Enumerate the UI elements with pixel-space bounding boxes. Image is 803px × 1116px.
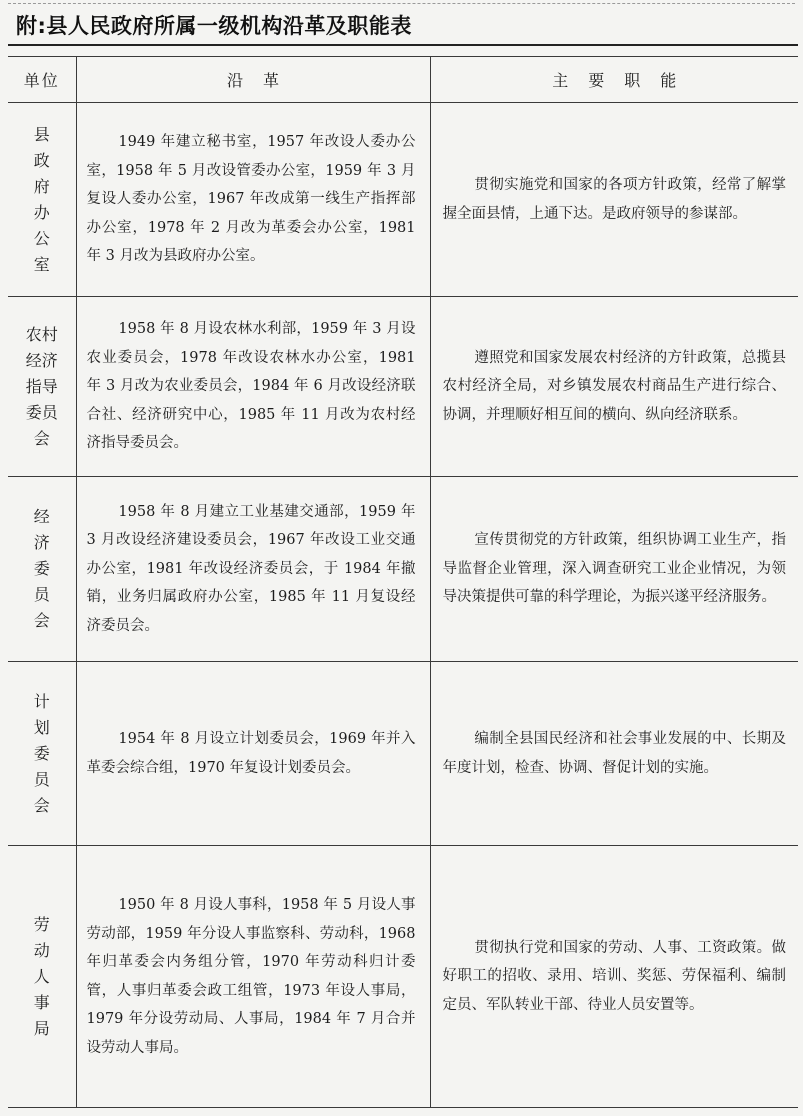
top-divider xyxy=(8,3,795,4)
unit-name: 县政府办公室 xyxy=(33,124,50,274)
table-row xyxy=(8,297,798,477)
table-row xyxy=(8,103,798,297)
unit-cell xyxy=(8,477,76,662)
functions-cell: 贯彻实施党和国家的各项方针政策，经常了解掌握全面县情，上通下达。是政府领导的参谋部。 xyxy=(430,103,798,297)
unit-cell xyxy=(8,846,76,1108)
title-divider xyxy=(8,44,798,46)
history-cell: 1958 年 8 月设农林水利部，1959 年 3 月设农业委员会，1978 年改设农林水办公室，1981 年 3 月改为农业委员会，1984 年 6 月改设经济联合社、经济研究中心，1985 年 11 月改为农村经济指导委员会。 xyxy=(76,297,430,477)
history-cell: 1958 年 8 月建立工业基建交通部，1959 年 3 月改设经济建设委员会，1967 年改设工业交通办公室，1981 年改设经济委员会，于 1984 年撤销，业务归属政府办公室，1985 年 11 月复设经济委员会。 xyxy=(76,477,430,662)
history-cell: 1950 年 8 月设人事科，1958 年 5 月设人事劳动部，1959 年分设人事监察科、劳动科，1968 年归革委会内务组分管，1970 年劳动科归计委管，人事归革委会政工组管，1973 年设人事局，1979 年分设劳动局、人事局，1984 年 7 月合并设劳动人事局。 xyxy=(76,846,430,1108)
history-cell: 1949 年建立秘书室，1957 年改设人委办公室，1958 年 5 月改设管委办公室，1959 年 3 月复设人委办公室，1967 年改成第一线生产指挥部办公室，1978 年 2 月改为革委会办公室，1981 年 3 月改为县政府办公室。 xyxy=(76,103,430,297)
history-cell: 1954 年 8 月设立计划委员会，1969 年并入革委会综合组，1970 年复设计划委员会。 xyxy=(76,662,430,846)
header-functions: 主要职能 xyxy=(430,57,798,103)
institution-table xyxy=(8,56,798,1108)
header-history: 沿革 xyxy=(76,57,430,103)
unit-cell xyxy=(8,662,76,846)
functions-cell: 遵照党和国家发展农村经济的方针政策，总揽县农村经济全局，对乡镇发展农村商品生产进行综合、协调，并理顺好相互间的横向、纵向经济联系。 xyxy=(430,297,798,477)
table-row xyxy=(8,846,798,1108)
table-header-row xyxy=(8,57,798,103)
functions-cell: 宣传贯彻党的方针政策，组织协调工业生产，指导监督企业管理，深入调查研究工业企业情况，为领导决策提供可靠的科学理论，为振兴遂平经济服务。 xyxy=(430,477,798,662)
header-unit: 单位 xyxy=(8,57,76,103)
unit-name: 计划委员会 xyxy=(33,691,50,815)
unit-name: 劳动人事局 xyxy=(33,914,50,1038)
functions-cell: 贯彻执行党和国家的劳动、人事、工资政策。做好职工的招收、录用、培训、奖惩、劳保福利、编制定员、军队转业干部、待业人员安置等。 xyxy=(430,846,798,1108)
unit-name: 经济委员会 xyxy=(33,507,50,630)
unit-cell xyxy=(8,297,76,477)
page-title: 附:县人民政府所属一级机构沿革及职能表 xyxy=(16,14,412,38)
table-row xyxy=(8,662,798,846)
unit-name: 农村经济指导委员会 xyxy=(25,324,58,448)
unit-cell xyxy=(8,103,76,297)
table-row xyxy=(8,477,798,662)
functions-cell: 编制全县国民经济和社会事业发展的中、长期及年度计划，检查、协调、督促计划的实施。 xyxy=(430,662,798,846)
